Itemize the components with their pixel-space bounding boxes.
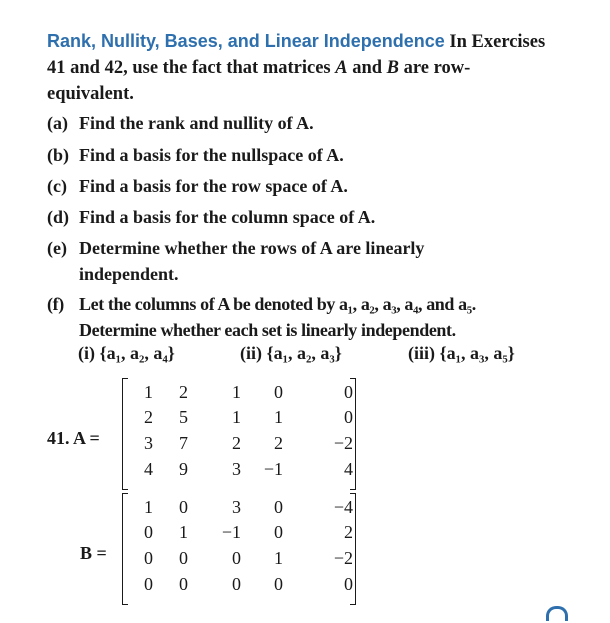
- part-d: [47, 204, 547, 230]
- intro-and: and: [347, 58, 387, 78]
- matrix-cell: 9: [179, 459, 188, 479]
- set-value: {a₁, a₃, a₅}: [439, 343, 515, 363]
- part-label: (e): [47, 238, 67, 258]
- matrix-cell: 0: [344, 382, 353, 402]
- matrix-cell: 0: [179, 497, 188, 517]
- matrix-cell: 1: [144, 382, 153, 402]
- matrix-cell: 0: [144, 574, 153, 594]
- matrix-cell: 1: [274, 407, 283, 427]
- set-label: (iii): [408, 343, 435, 363]
- intro-text-post: are row-equivalent.: [47, 58, 471, 104]
- matrix-b-label: B =: [80, 543, 107, 563]
- section-title: Rank, Nullity, Bases, and Linear Independence: [47, 31, 445, 51]
- set-label: (i): [78, 343, 95, 363]
- set-ii: [240, 343, 342, 364]
- matrix-cell: 2: [344, 522, 353, 542]
- matrix-cell: 3: [144, 433, 153, 453]
- part-label: (c): [47, 176, 67, 196]
- matrix-cell: 2: [274, 433, 283, 453]
- matrix-cell: −1: [263, 459, 283, 479]
- matrix-cell: 3: [232, 459, 241, 479]
- matrix-cell: 1: [274, 548, 283, 568]
- matrix-cell: 0: [179, 574, 188, 594]
- set-i: [78, 343, 175, 364]
- part-text-continued: Determine whether each set is linearly independent.: [79, 320, 456, 340]
- matrix-cell: 1: [232, 382, 241, 402]
- part-label: (f): [47, 294, 64, 314]
- part-text: Find a basis for the column space of A.: [79, 207, 376, 227]
- matrix-cell: −4: [333, 497, 353, 517]
- matrix-cell: 0: [274, 574, 283, 594]
- matrix-cell: 1: [144, 497, 153, 517]
- matrix-cell: 2: [144, 407, 153, 427]
- set-label: (ii): [240, 343, 262, 363]
- matrix-cell: 0: [274, 497, 283, 517]
- part-label: (b): [47, 145, 69, 165]
- part-label: (a): [47, 113, 68, 133]
- part-text: Find the rank and nullity of A.: [79, 113, 314, 133]
- matrix-cell: 2: [232, 433, 241, 453]
- matrix-cell: 3: [232, 497, 241, 517]
- matrix-cell: 0: [274, 522, 283, 542]
- part-text-continued: independent.: [79, 264, 179, 284]
- matrix-cell: 2: [179, 382, 188, 402]
- matrix-b-ref: B: [386, 58, 400, 78]
- intro-text-pre: In Exercises 41 and 42, use the fact that matrices: [47, 32, 546, 78]
- set-iii: [408, 343, 515, 364]
- vector-sets: [78, 343, 558, 369]
- matrix-cell: 0: [179, 548, 188, 568]
- matrix-cell: 0: [144, 522, 153, 542]
- matrix-cell: 4: [144, 459, 153, 479]
- matrix-cell: 1: [232, 407, 241, 427]
- part-b: [47, 142, 547, 168]
- part-text: Let the columns of A be denoted by a₁, a₂, a₃, a₄, and a₅.: [79, 294, 476, 314]
- matrix-cell: 0: [344, 574, 353, 594]
- part-a: [47, 110, 547, 136]
- matrix-cell: 0: [274, 382, 283, 402]
- matrix-cell: 0: [344, 407, 353, 427]
- matrix-cell: −1: [221, 522, 241, 542]
- part-text: Find a basis for the nullspace of A.: [79, 145, 344, 165]
- page-curl-icon: [546, 606, 568, 621]
- matrix-cell: 1: [179, 522, 188, 542]
- part-f: [47, 291, 547, 343]
- matrix-a-ref: A: [335, 58, 348, 78]
- part-e: [47, 235, 547, 287]
- exercise-heading: [47, 28, 547, 107]
- part-text: Determine whether the rows of A are linearly: [79, 238, 425, 258]
- set-value: {a₁, a₂, a₄}: [99, 343, 175, 363]
- matrix-cell: 0: [232, 548, 241, 568]
- matrix-cell: 4: [344, 459, 353, 479]
- matrix-cell: 0: [144, 548, 153, 568]
- matrix-cell: −2: [333, 433, 353, 453]
- matrix-cell: −2: [333, 548, 353, 568]
- matrix-cell: 0: [232, 574, 241, 594]
- part-label: (d): [47, 207, 69, 227]
- part-text: Find a basis for the row space of A.: [79, 176, 348, 196]
- matrix-cell: 5: [179, 407, 188, 427]
- set-value: {a₁, a₂, a₃}: [266, 343, 342, 363]
- matrix-cell: 7: [179, 433, 188, 453]
- part-c: [47, 173, 547, 199]
- matrix-a-label: 41. A =: [47, 428, 100, 448]
